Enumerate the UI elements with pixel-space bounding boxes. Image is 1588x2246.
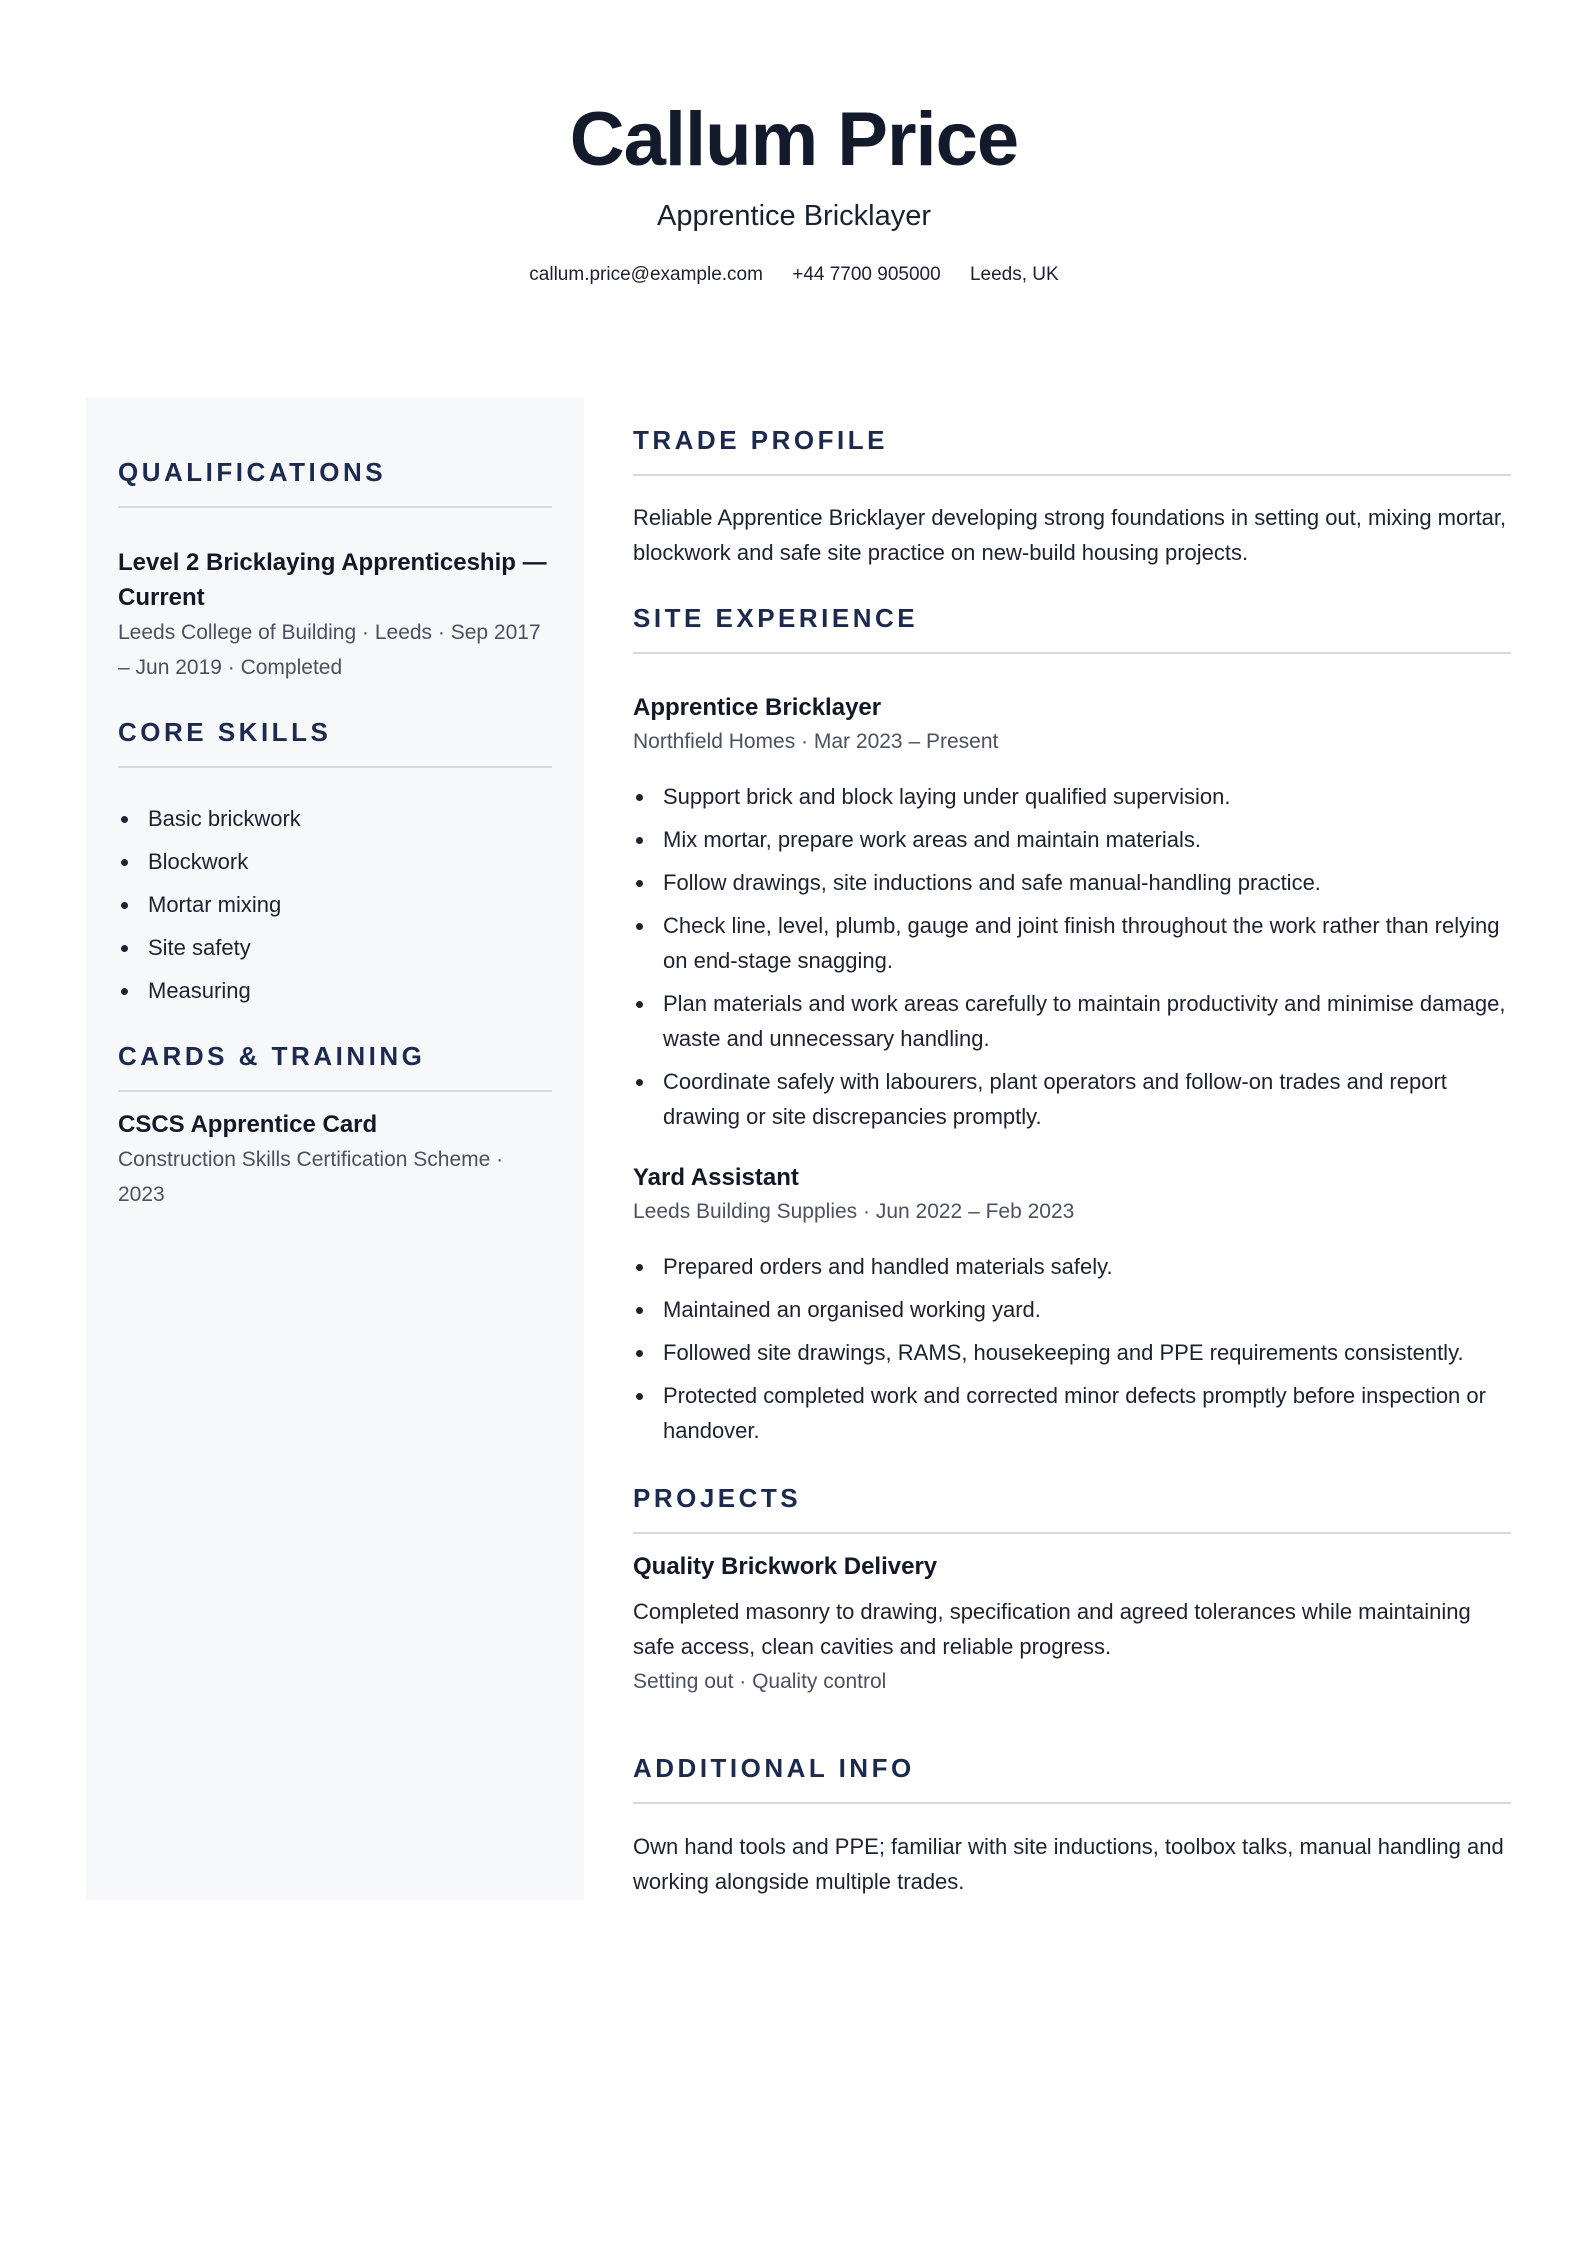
contact-line [0, 262, 1588, 288]
qualifications-divider [118, 506, 552, 508]
job-title: Apprentice Bricklayer [633, 694, 882, 721]
trade-profile-text: Reliable Apprentice Bricklayer developing strong foundations in setting out, mixing mortar, blockwork and safe site practice on new-build housing projects. [633, 505, 1507, 565]
additional-info-heading: ADDITIONAL INFO [633, 1753, 915, 1783]
job-bullet: Coordinate safely with labourers, plant operators and follow-on trades and report drawing or site discrepancies promptly. [633, 1064, 1518, 1134]
cards-training-divider [118, 1090, 552, 1092]
job-bullet: Prepared orders and handled materials safely. [633, 1249, 1518, 1284]
job-bullet: Check line, level, plumb, gauge and joint finish throughout the work rather than relying on end-stage snagging. [633, 908, 1518, 978]
contact-location: Leeds, UK [969, 264, 1059, 285]
job-meta: Northfield Homes · Mar 2023 – Present [633, 730, 999, 753]
additional-info-divider [633, 1802, 1511, 1804]
job-bullet: Follow drawings, site inductions and safe manual-handling practice. [633, 865, 1518, 900]
job-bullet: Plan materials and work areas carefully to maintain productivity and minimise damage, waste and unnecessary handling. [633, 986, 1518, 1056]
job-bullet: Mix mortar, prepare work areas and maintain materials. [633, 822, 1518, 857]
skill-item: Measuring [118, 973, 552, 1008]
projects-divider [633, 1532, 1511, 1534]
job-bullet: Followed site drawings, RAMS, housekeeping and PPE requirements consistently. [633, 1335, 1518, 1370]
skill-item: Basic brickwork [118, 801, 552, 836]
cards-training-heading: CARDS & TRAINING [118, 1041, 426, 1071]
job-bullet: Maintained an organised working yard. [633, 1292, 1518, 1327]
core-skills-heading: CORE SKILLS [118, 717, 332, 747]
qualification-meta: Leeds College of Building · Leeds · Sep 2017 – Jun 2019 · Completed [118, 621, 541, 679]
contact-email[interactable]: callum.price@example.com [529, 264, 763, 285]
candidate-role: Apprentice Bricklayer [657, 200, 931, 232]
job-bullets [633, 1249, 1518, 1456]
additional-info-text: Own hand tools and PPE; familiar with site inductions, toolbox talks, manual handling and working alongside multiple trades. [633, 1834, 1504, 1894]
card-title: CSCS Apprentice Card [118, 1111, 378, 1138]
project-tags: Setting out · Quality control [633, 1670, 887, 1693]
skill-item: Mortar mixing [118, 887, 552, 922]
job-bullets [633, 779, 1518, 1142]
core-skills-list [118, 801, 552, 1016]
job-title: Yard Assistant [633, 1164, 799, 1191]
qualifications-heading: QUALIFICATIONS [118, 457, 387, 487]
site-experience-heading: SITE EXPERIENCE [633, 603, 919, 633]
job-meta: Leeds Building Supplies · Jun 2022 – Feb 2023 [633, 1200, 1075, 1223]
project-title: Quality Brickwork Delivery [633, 1553, 938, 1580]
card-meta: Construction Skills Certification Scheme · 2023 [118, 1148, 504, 1206]
skill-item: Blockwork [118, 844, 552, 879]
trade-profile-divider [633, 474, 1511, 476]
candidate-name: Callum Price [569, 97, 1019, 182]
project-text: Completed masonry to drawing, specification and agreed tolerances while maintaining safe access, clean cavities and reliable progress. [633, 1599, 1471, 1659]
core-skills-divider [118, 766, 552, 768]
qualification-title: Level 2 Bricklaying Apprenticeship — Current [118, 549, 547, 611]
skill-item: Site safety [118, 930, 552, 965]
projects-heading: PROJECTS [633, 1483, 802, 1513]
job-bullet: Protected completed work and corrected minor defects promptly before inspection or handover. [633, 1378, 1518, 1448]
site-experience-divider [633, 652, 1511, 654]
contact-phone[interactable]: +44 7700 905000 [792, 264, 941, 285]
trade-profile-heading: TRADE PROFILE [633, 425, 888, 455]
job-bullet: Support brick and block laying under qualified supervision. [633, 779, 1518, 814]
